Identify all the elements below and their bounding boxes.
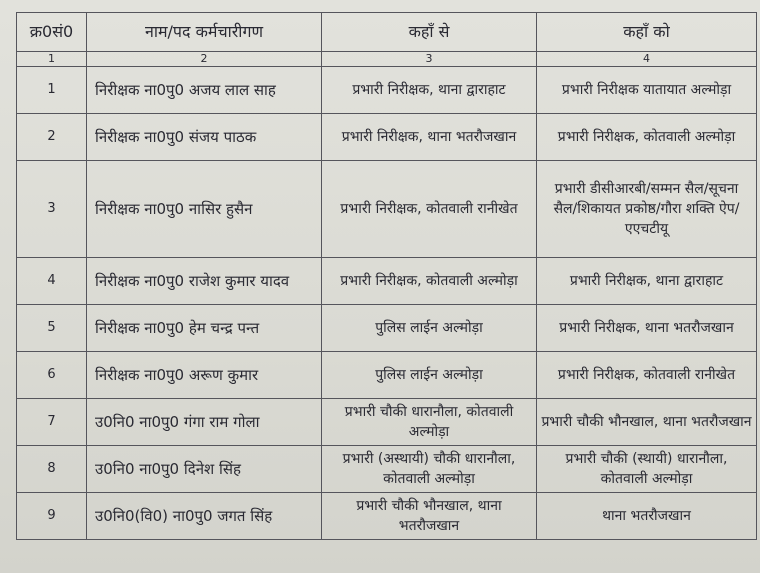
table-row <box>17 352 757 399</box>
header-name-post: नाम/पद कर्मचारीगण <box>87 13 322 52</box>
employee-name: निरीक्षक ना0पु0 हेम चन्द्र पन्त <box>87 305 322 352</box>
employee-name: निरीक्षक ना0पु0 अरूण कुमार <box>87 352 322 399</box>
employee-name: निरीक्षक ना0पु0 अजय लाल साह <box>87 67 322 114</box>
to-location: प्रभारी निरीक्षक, थाना द्वाराहाट <box>537 258 757 305</box>
table-row <box>17 399 757 446</box>
employee-name: उ0नि0 ना0पु0 दिनेश सिंह <box>87 446 322 493</box>
serial-number: 3 <box>17 161 87 258</box>
serial-number: 4 <box>17 258 87 305</box>
from-location: पुलिस लाईन अल्मोड़ा <box>322 305 537 352</box>
to-location: प्रभारी चौकी भौनखाल, थाना भतरौजखान <box>537 399 757 446</box>
header-serial: क्र0सं0 <box>17 13 87 52</box>
employee-name: निरीक्षक ना0पु0 संजय पाठक <box>87 114 322 161</box>
to-location: प्रभारी चौकी (स्थायी) धारानौला, कोतवाली अल्मोड़ा <box>537 446 757 493</box>
table-row <box>17 446 757 493</box>
column-number-row <box>17 52 757 67</box>
serial-number: 5 <box>17 305 87 352</box>
serial-number: 7 <box>17 399 87 446</box>
transfer-table <box>16 12 757 540</box>
column-number: 2 <box>87 52 322 67</box>
from-location: प्रभारी चौकी धारानौला, कोतवाली अल्मोड़ा <box>322 399 537 446</box>
table-row <box>17 493 757 540</box>
serial-number: 6 <box>17 352 87 399</box>
table-row <box>17 161 757 258</box>
to-location: प्रभारी निरीक्षक, कोतवाली रानीखेत <box>537 352 757 399</box>
to-location: प्रभारी निरीक्षक, थाना भतरौजखान <box>537 305 757 352</box>
table-row <box>17 305 757 352</box>
from-location: प्रभारी निरीक्षक, कोतवाली अल्मोड़ा <box>322 258 537 305</box>
serial-number: 9 <box>17 493 87 540</box>
employee-name: उ0नि0 ना0पु0 गंगा राम गोला <box>87 399 322 446</box>
to-location: थाना भतरौजखान <box>537 493 757 540</box>
column-number: 1 <box>17 52 87 67</box>
from-location: पुलिस लाईन अल्मोड़ा <box>322 352 537 399</box>
table-row <box>17 114 757 161</box>
employee-name: निरीक्षक ना0पु0 नासिर हुसैन <box>87 161 322 258</box>
column-number: 3 <box>322 52 537 67</box>
from-location: प्रभारी (अस्थायी) चौकी धारानौला, कोतवाली अल्मोड़ा <box>322 446 537 493</box>
from-location: प्रभारी निरीक्षक, थाना द्वाराहाट <box>322 67 537 114</box>
serial-number: 1 <box>17 67 87 114</box>
table-row <box>17 258 757 305</box>
serial-number: 2 <box>17 114 87 161</box>
from-location: प्रभारी चौकी भौनखाल, थाना भतरौजखान <box>322 493 537 540</box>
from-location: प्रभारी निरीक्षक, थाना भतरौजखान <box>322 114 537 161</box>
employee-name: उ0नि0(वि0) ना0पु0 जगत सिंह <box>87 493 322 540</box>
from-location: प्रभारी निरीक्षक, कोतवाली रानीखेत <box>322 161 537 258</box>
employee-name: निरीक्षक ना0पु0 राजेश कुमार यादव <box>87 258 322 305</box>
table-row <box>17 67 757 114</box>
to-location: प्रभारी निरीक्षक, कोतवाली अल्मोड़ा <box>537 114 757 161</box>
to-location: प्रभारी निरीक्षक यातायात अल्मोड़ा <box>537 67 757 114</box>
header-to: कहाँ को <box>537 13 757 52</box>
serial-number: 8 <box>17 446 87 493</box>
header-from: कहाँ से <box>322 13 537 52</box>
to-location: प्रभारी डीसीआरबी/सम्मन सैल/सूचना सैल/शिकायत प्रकोष्ठ/गौरा शक्ति ऐप/एएचटीयू <box>537 161 757 258</box>
header-row <box>17 13 757 52</box>
column-number: 4 <box>537 52 757 67</box>
